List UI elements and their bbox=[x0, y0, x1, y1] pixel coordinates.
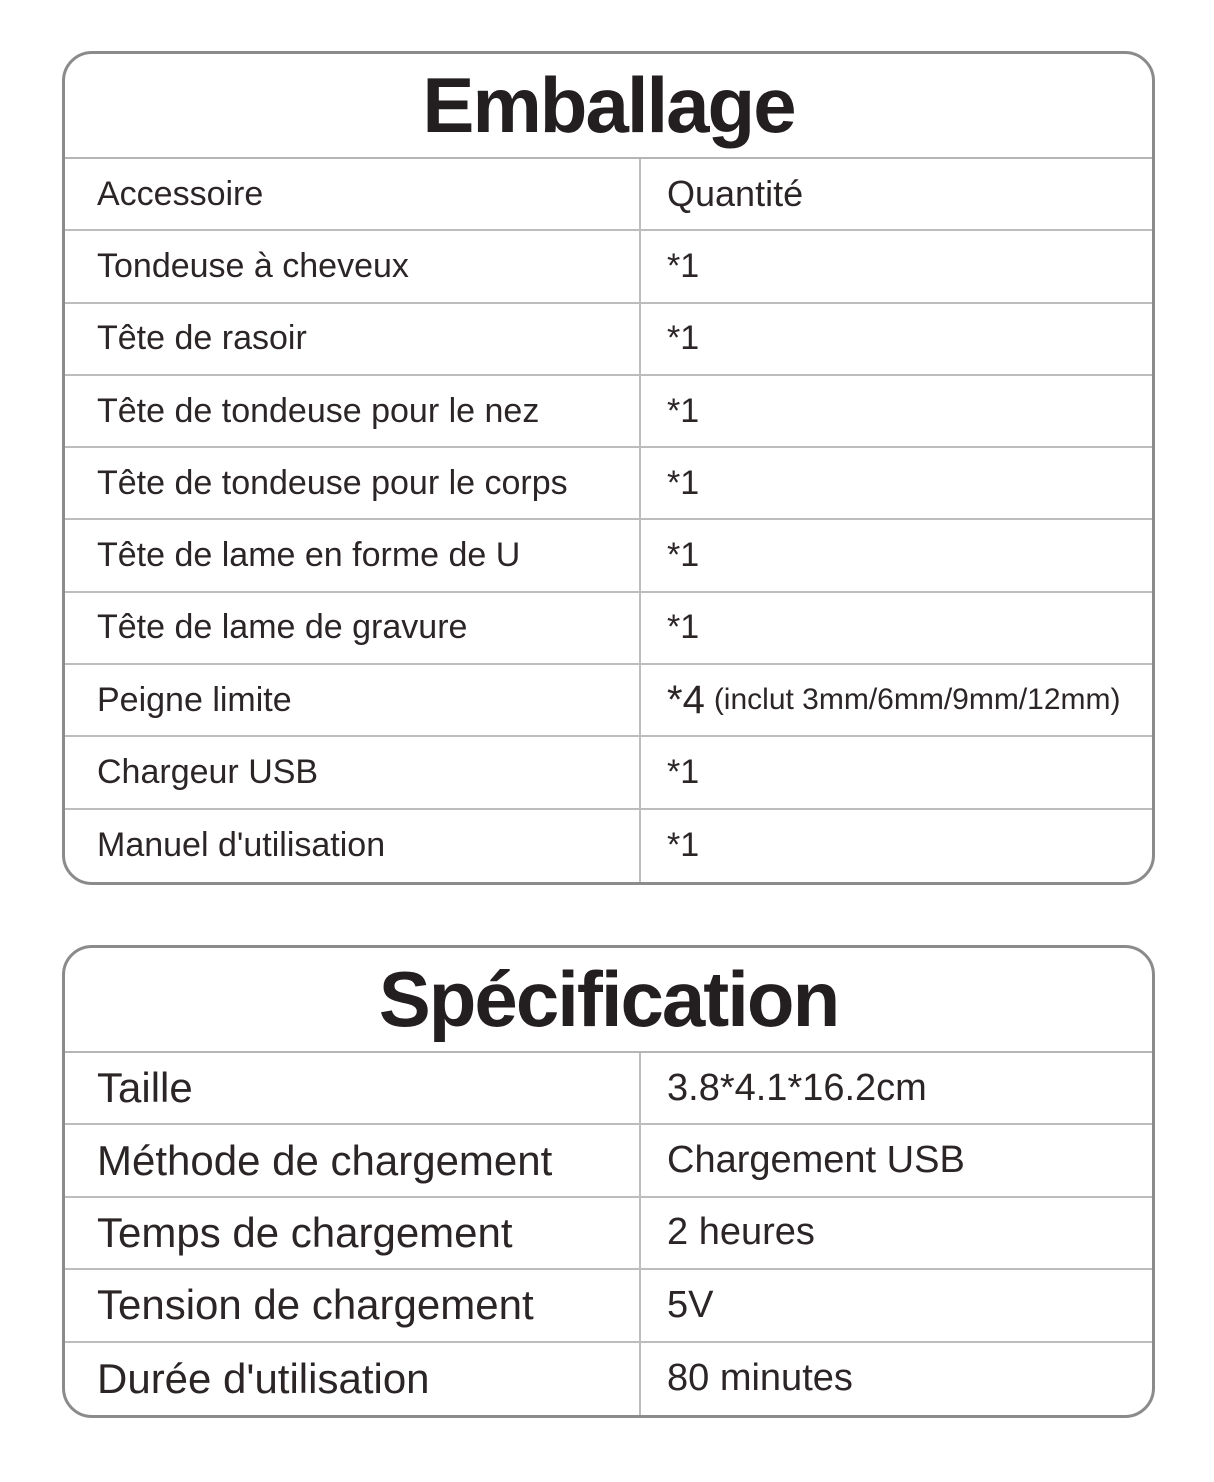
accessory-header-cell: Accessoire bbox=[65, 159, 641, 229]
quantity-cell: *1 bbox=[667, 246, 700, 285]
spec-label-cell: Taille bbox=[65, 1053, 641, 1123]
spec-value-cell: 80 minutes bbox=[667, 1357, 853, 1400]
table-row bbox=[65, 376, 1152, 448]
spec-value-cell: 5V bbox=[667, 1283, 714, 1326]
accessory-cell: Tête de lame de gravure bbox=[65, 593, 641, 663]
table-row bbox=[65, 593, 1152, 665]
spec-label-cell: Temps de chargement bbox=[65, 1198, 641, 1268]
accessory-cell: Chargeur USB bbox=[65, 737, 641, 807]
spec-value-cell: 2 heures bbox=[667, 1211, 815, 1254]
quantity-cell: *1 bbox=[667, 319, 700, 358]
quantity-value: *4 bbox=[667, 677, 705, 722]
quantity-cell bbox=[641, 665, 1152, 735]
quantity-header-cell: Quantité bbox=[667, 173, 804, 215]
spec-label-cell: Tension de chargement bbox=[65, 1270, 641, 1340]
table-row bbox=[65, 665, 1152, 737]
spec-value-cell: 3.8*4.1*16.2cm bbox=[667, 1066, 927, 1109]
table-row bbox=[65, 448, 1152, 520]
accessory-cell: Tête de rasoir bbox=[65, 304, 641, 374]
table-row bbox=[65, 1125, 1152, 1197]
quantity-cell: *1 bbox=[667, 826, 700, 865]
table-row bbox=[65, 1198, 1152, 1270]
accessory-cell: Tête de tondeuse pour le corps bbox=[65, 448, 641, 518]
accessory-cell: Manuel d'utilisation bbox=[65, 810, 641, 882]
quantity-note: (inclut 3mm/6mm/9mm/12mm) bbox=[713, 683, 1121, 717]
quantity-cell: *1 bbox=[667, 463, 700, 502]
packaging-title: Emballage bbox=[65, 54, 1152, 159]
accessory-cell: Tondeuse à cheveux bbox=[65, 231, 641, 301]
table-row bbox=[65, 231, 1152, 303]
specification-title: Spécification bbox=[65, 948, 1152, 1053]
table-row bbox=[65, 1343, 1152, 1415]
table-row bbox=[65, 304, 1152, 376]
table-row bbox=[65, 1053, 1152, 1125]
specification-table bbox=[62, 945, 1155, 1418]
packaging-table bbox=[62, 51, 1155, 885]
quantity-cell: *1 bbox=[667, 753, 700, 792]
quantity-cell: *1 bbox=[667, 608, 700, 647]
table-row bbox=[65, 520, 1152, 592]
table-row bbox=[65, 737, 1152, 809]
table-row bbox=[65, 1270, 1152, 1342]
spec-label-cell: Durée d'utilisation bbox=[65, 1343, 641, 1415]
quantity-cell: *1 bbox=[667, 536, 700, 575]
spec-value-cell: Chargement USB bbox=[667, 1139, 965, 1182]
table-row bbox=[65, 810, 1152, 882]
quantity-cell: *1 bbox=[667, 391, 700, 430]
packaging-header-row bbox=[65, 159, 1152, 231]
accessory-cell: Tête de lame en forme de U bbox=[65, 520, 641, 590]
spec-label-cell: Méthode de chargement bbox=[65, 1125, 641, 1195]
accessory-cell: Peigne limite bbox=[65, 665, 641, 735]
accessory-cell: Tête de tondeuse pour le nez bbox=[65, 376, 641, 446]
